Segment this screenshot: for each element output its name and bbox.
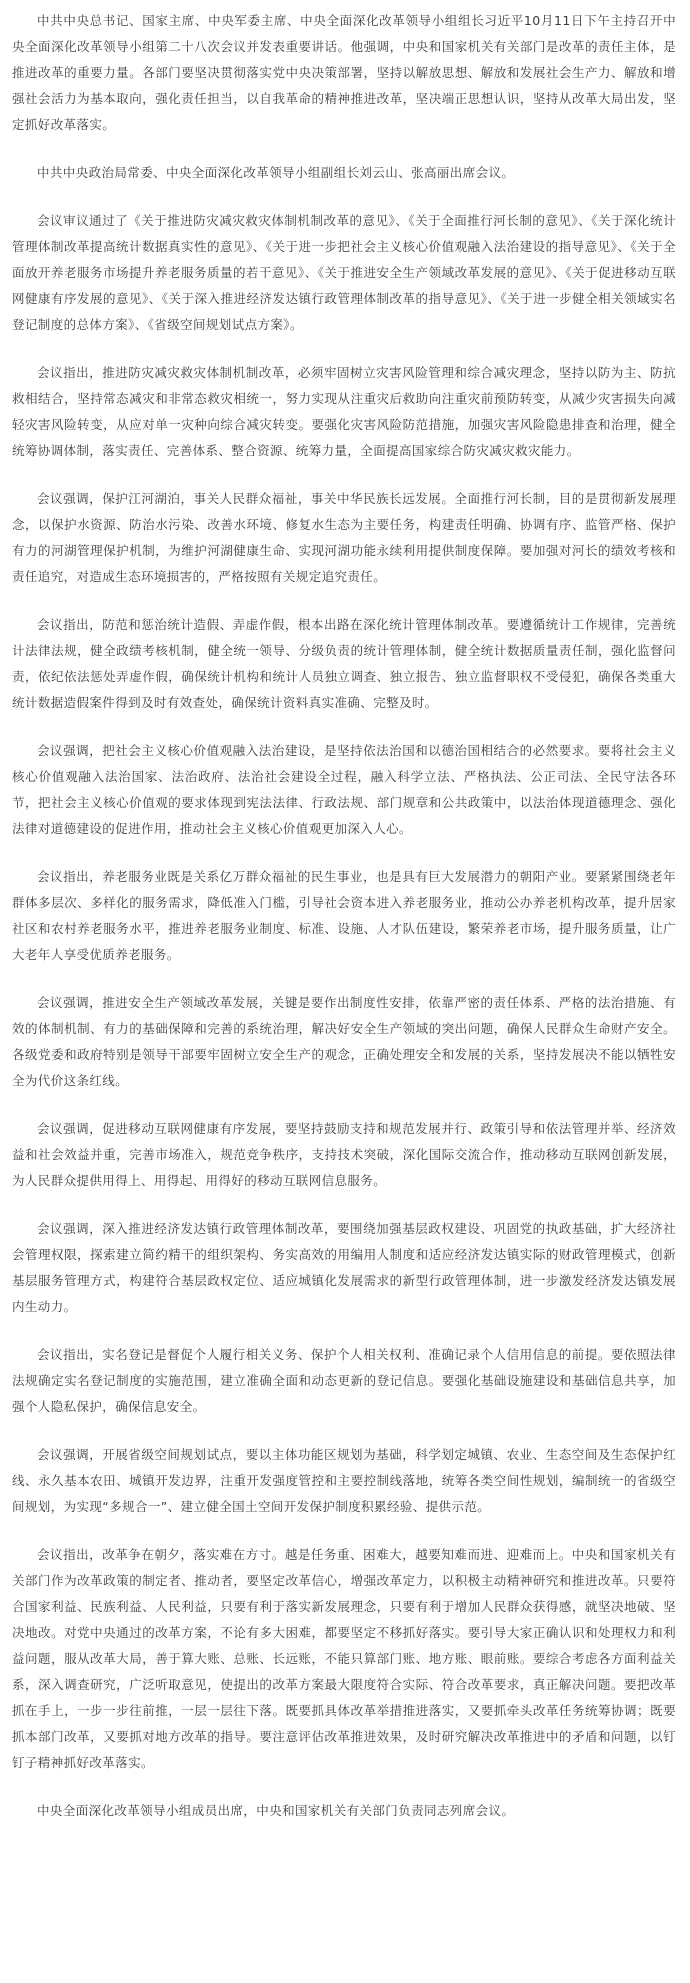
paragraph-13: 会议强调，开展省级空间规划试点，要以主体功能区规划为基础，科学划定城镇、农业、生态空间及生态保护红线、永久基本农田、城镇开发边界，注重开发强度管控和主要控制线落地，统筹各类空间性规划，编制统一的省级空间规划，为实现“多规合一”、建立健全国土空间开发保护制度积累经验、提供示范。 bbox=[12, 1447, 676, 1514]
paragraph-9: 会议强调，推进安全生产领域改革发展，关键是要作出制度性安排，依靠严密的责任体系、严格的法治措施、有效的体制机制、有力的基础保障和完善的系统治理，解决好安全生产领域的突出问题，确保人民群众生命财产安全。各级党委和政府特别是领导干部要牢固树立安全生产的观念，正确处理安全和发展的关系，坚持发展决不能以牺牲安全为代价这条红线。 bbox=[12, 995, 676, 1088]
paragraph-14: 会议指出，改革争在朝夕，落实难在方寸。越是任务重、困难大，越要知难而进、迎难而上。中央和国家机关有关部门作为改革政策的制定者、推动者，要坚定改革信心，增强改革定力，以积极主动精神研究和推进改革。只要符合国家利益、民族利益、人民利益，只要有利于落实新发展理念，只要有利于增加人民群众获得感，就坚决地破、坚决地改。对党中央通过的改革方案，不论有多大困难，都要坚定不移抓好落实。要引导大家正确认识和处理权力和利益问题，服从改革大局，善于算大账、总账、长远账，不能只算部门账、地方账、眼前账。要综合考虑各方面利益关系，深入调查研究，广泛听取意见，使提出的改革方案最大限度符合实际、符合改革要求，真正解决问题。要把改革抓在手上，一步一步往前推，一层一层往下落。既要抓具体改革举措推进落实，又要抓牵头改革任务统筹协调；既要抓本部门改革，又要抓对地方改革的指导。要注意评估改革推进效果，及时研究解决改革推进中的矛盾和问题，以钉钉子精神抓好改革落实。 bbox=[12, 1547, 676, 1770]
paragraph-11: 会议强调，深入推进经济发达镇行政管理体制改革，要围绕加强基层政权建设、巩固党的执政基础，扩大经济社会管理权限，探索建立简约精干的组织架构、务实高效的用编用人制度和适应经济发达镇实际的财政管理模式，创新基层服务管理方式，构建符合基层政权定位、适应城镇化发展需求的新型行政管理体制，进一步激发经济发达镇发展内生动力。 bbox=[12, 1221, 676, 1314]
paragraph-12: 会议指出，实名登记是督促个人履行相关义务、保护个人相关权利、准确记录个人信用信息的前提。要依照法律法规确定实名登记制度的实施范围，建立准确全面和动态更新的登记信息。要强化基础设施建设和基础信息共享，加强个人隐私保护，确保信息安全。 bbox=[12, 1347, 676, 1414]
paragraph-5: 会议强调，保护江河湖泊，事关人民群众福祉，事关中华民族长远发展。全面推行河长制，目的是贯彻新发展理念，以保护水资源、防治水污染、改善水环境、修复水生态为主要任务，构建责任明确、协调有序、监管严格、保护有力的河湖管理保护机制，为维护河湖健康生命、实现河湖功能永续利用提供制度保障。要加强对河长的绩效考核和责任追究，对造成生态环境损害的，严格按照有关规定追究责任。 bbox=[12, 491, 676, 584]
paragraph-2: 中共中央政治局常委、中央全面深化改革领导小组副组长刘云山、张高丽出席会议。 bbox=[37, 165, 515, 180]
paragraph-8: 会议指出，养老服务业既是关系亿万群众福祉的民生事业，也是具有巨大发展潜力的朝阳产业。要紧紧围绕老年群体多层次、多样化的服务需求，降低准入门槛，引导社会资本进入养老服务业，推动公办养老机构改革，提升居家社区和农村养老服务水平，推进养老服务业制度、标准、设施、人才队伍建设，繁荣养老市场，提升服务质量，让广大老年人享受优质养老服务。 bbox=[12, 869, 676, 962]
paragraph-10: 会议强调，促进移动互联网健康有序发展，要坚持鼓励支持和规范发展并行、政策引导和依法管理并举、经济效益和社会效益并重，完善市场准入，规范竞争秩序，支持技术突破，深化国际交流合作，推动移动互联网创新发展，为人民群众提供用得上、用得起、用得好的移动互联网信息服务。 bbox=[12, 1121, 676, 1188]
paragraph-1: 中共中央总书记、国家主席、中央军委主席、中央全面深化改革领导小组组长习近平10月11日下午主持召开中央全面深化改革领导小组第二十八次会议并发表重要讲话。他强调，中央和国家机关有关部门是改革的责任主体，是推进改革的重要力量。各部门要坚决贯彻落实党中央决策部署，坚持以解放思想、解放和发展社会生产力、解放和增强社会活力为基本取向，强化责任担当，以自我革命的精神推进改革，坚决端正思想认识，坚持从改革大局出发，坚定抓好改革落实。 bbox=[12, 13, 676, 132]
paragraph-6: 会议指出，防范和惩治统计造假、弄虚作假，根本出路在深化统计管理体制改革。要遵循统计工作规律，完善统计法律法规，健全政绩考核机制，健全统一领导、分级负责的统计管理体制，健全统计数据质量责任制，强化监督问责，依纪依法惩处弄虚作假，确保统计机构和统计人员独立调查、独立报告、独立监督职权不受侵犯，确保各类重大统计数据造假案件得到及时有效查处，确保统计资料真实准确、完整及时。 bbox=[12, 617, 676, 710]
paragraph-7: 会议强调，把社会主义核心价值观融入法治建设，是坚持依法治国和以德治国相结合的必然要求。要将社会主义核心价值观融入法治国家、法治政府、法治社会建设全过程，融入科学立法、严格执法、公正司法、全民守法各环节，把社会主义核心价值观的要求体现到宪法法律、行政法规、部门规章和公共政策中，以法治体现道德理念、强化法律对道德建设的促进作用，推动社会主义核心价值观更加深入人心。 bbox=[12, 743, 676, 836]
paragraph-15: 中央全面深化改革领导小组成员出席，中央和国家机关有关部门负责同志列席会议。 bbox=[37, 1803, 515, 1818]
paragraph-3: 会议审议通过了《关于推进防灾减灾救灾体制机制改革的意见》、《关于全面推行河长制的意见》、《关于深化统计管理体制改革提高统计数据真实性的意见》、《关于进一步把社会主义核心价值观融入法治建设的指导意见》、《关于全面放开养老服务市场提升养老服务质量的若干意见》、《关于推进安全生产领域改革发展的意见》、《关于促进移动互联网健康有序发展的意见》、《关于深入推进经济发达镇行政管理体制改革的指导意见》、《关于进一步健全相关领域实名登记制度的总体方案》、《省级空间规划试点方案》。 bbox=[12, 213, 676, 332]
paragraph-4: 会议指出，推进防灾减灾救灾体制机制改革，必须牢固树立灾害风险管理和综合减灾理念，坚持以防为主、防抗救相结合，坚持常态减灾和非常态救灾相统一，努力实现从注重灾后救助向注重灾前预防转变，从减少灾害损失向减轻灾害风险转变，从应对单一灾种向综合减灾转变。要强化灾害风险防范措施，加强灾害风险隐患排查和治理，健全统筹协调体制，落实责任、完善体系、整合资源、统筹力量，全面提高国家综合防灾减灾救灾能力。 bbox=[12, 365, 676, 458]
